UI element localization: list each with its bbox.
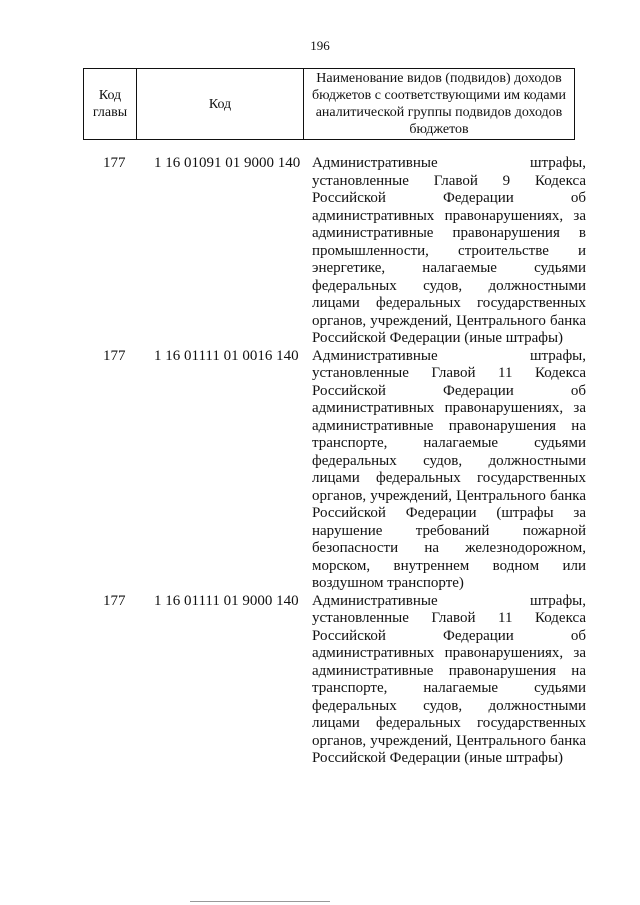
table-row — [0, 593, 640, 768]
row-name: Административные штрафы, установленные Главой 11 Кодекса Российской Федерации об административных правонарушениях, за административные правонарушения на транспорте, налагаемые судьями федеральных судов, должностными лицами федеральных государственных органов, учреждений, Центрального банка Российской Федерации (штрафы за нарушение требований пожарной безопасности на железнодорожном, морском, внутреннем водном или воздушном транспорте) — [312, 347, 586, 591]
row-code: 1 16 01091 01 9000 140 — [154, 155, 301, 171]
header-code: Код — [137, 69, 304, 140]
table-row — [0, 155, 640, 348]
row-chapter-code: 177 — [103, 155, 126, 171]
row-chapter-code: 177 — [103, 347, 126, 364]
table-row — [0, 348, 640, 593]
header-chapter-code: Код главы — [84, 69, 137, 140]
row-code: 1 16 01111 01 9000 140 — [154, 592, 299, 609]
table-header — [83, 68, 575, 140]
row-name: Административные штрафы, установленные Главой 11 Кодекса Российской Федерации об административных правонарушениях, за административные правонарушения на транспорте, налагаемые судьями федеральных судов, должностными лицами федеральных государственных органов, учреждений, Центрального банка Российской Федерации (иные штрафы) — [312, 592, 586, 766]
page-number: 196 — [310, 38, 330, 53]
table-body — [0, 155, 640, 768]
header-name: Наименование видов (подвидов) доходов бюджетов с соответствующими им кодами аналитической группы подвидов доходов бюджетов — [304, 69, 575, 140]
row-chapter-code: 177 — [103, 592, 126, 609]
bottom-divider — [190, 901, 330, 902]
row-code: 1 16 01111 01 0016 140 — [154, 347, 299, 364]
row-name: Административные штрафы, установленные Главой 9 Кодекса Российской Федерации об административных правонарушениях, за административные правонарушения в промышленности, строительстве и энергетике, налагаемые судьями федеральных судов, должностными лицами федеральных государственных органов, учреждений, Центрального банка Российской Федерации (иные штрафы) — [312, 155, 586, 346]
